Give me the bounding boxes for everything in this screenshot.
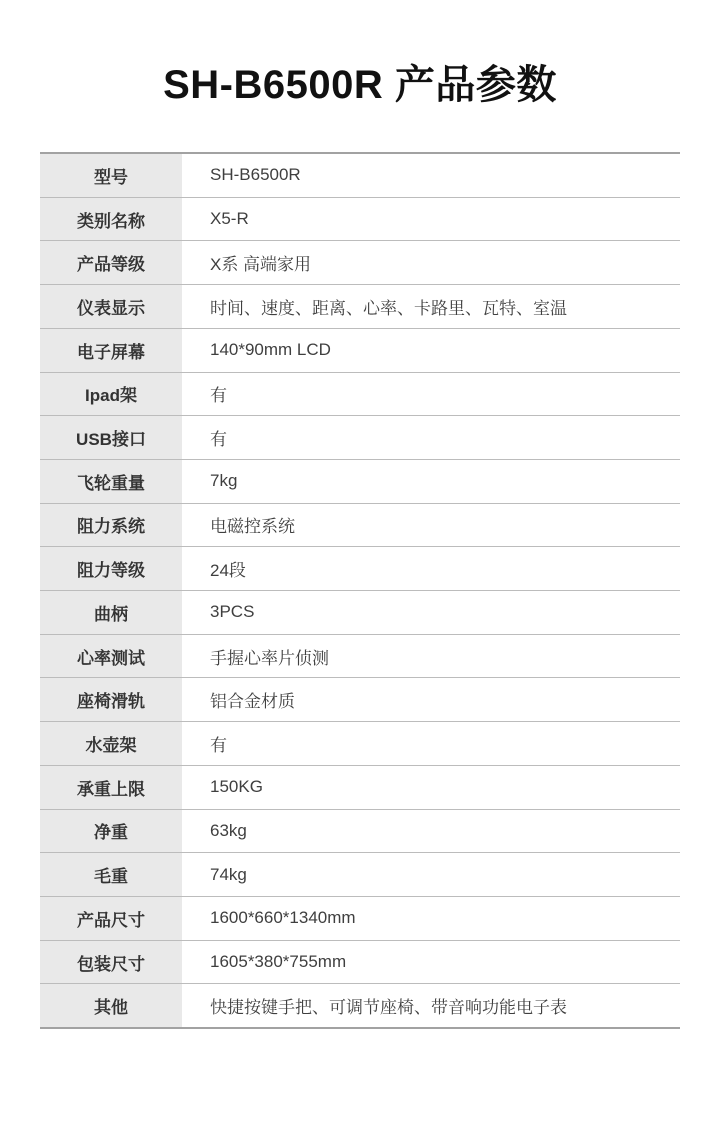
spec-table [40,152,680,1029]
spec-row-label: 毛重 [40,853,182,896]
spec-row-label: 阻力系统 [40,504,182,547]
spec-row-value: 150KG [210,777,263,797]
spec-row [40,984,680,1027]
page-title: SH-B6500R 产品参数 [163,63,557,107]
spec-row-label: 净重 [40,810,182,853]
spec-row-value: 有 [210,735,227,755]
spec-row-label: 飞轮重量 [40,460,182,503]
spec-row [40,897,680,941]
spec-row [40,635,680,679]
spec-row-value: 1600*660*1340mm [210,908,356,928]
spec-row [40,547,680,591]
spec-row-value: 74kg [210,864,247,884]
spec-row-value: 手握心率片侦测 [210,648,329,668]
spec-row-label: 包装尺寸 [40,941,182,984]
spec-row-value: 有 [210,386,227,406]
spec-row-value: X5-R [210,209,249,229]
spec-row-value: 140*90mm LCD [210,340,331,360]
spec-row-label: Ipad架 [40,373,182,416]
spec-row-value: X系 高端家用 [210,255,312,275]
spec-row-label: 水壶架 [40,722,182,765]
spec-row [40,766,680,810]
spec-row [40,591,680,635]
spec-row-label: 仪表显示 [40,285,182,328]
spec-row-label: 阻力等级 [40,547,182,590]
spec-row-label: 型号 [40,154,182,197]
spec-row-label: 曲柄 [40,591,182,634]
spec-row [40,460,680,504]
spec-row-label: 电子屏幕 [40,329,182,372]
spec-row-value: 7kg [210,471,238,491]
spec-row-label: 产品尺寸 [40,897,182,940]
spec-row-value: 1605*380*755mm [210,952,347,971]
spec-row [40,329,680,373]
spec-row-value: 快捷按键手把、可调节座椅、带音响功能电子表 [210,998,567,1018]
spec-row [40,504,680,548]
spec-row [40,416,680,460]
spec-row-label: 类别名称 [40,198,182,241]
spec-row-value: 3PCS [210,602,255,622]
spec-row [40,198,680,242]
spec-row [40,722,680,766]
spec-row-label: USB接口 [40,416,182,459]
spec-row-value: 63kg [210,820,247,840]
spec-row [40,154,680,198]
spec-row [40,853,680,897]
spec-row [40,678,680,722]
spec-row-value: SH-B6500R [210,165,301,185]
spec-row [40,941,680,985]
spec-row-value: 24段 [210,561,246,581]
spec-row [40,810,680,854]
spec-row [40,373,680,417]
spec-row [40,285,680,329]
spec-row-value: 铝合金材质 [210,692,295,712]
spec-row-label: 产品等级 [40,241,182,284]
spec-row [40,241,680,285]
spec-row-value: 电磁控系统 [210,517,295,537]
spec-row-label: 座椅滑轨 [40,678,182,721]
spec-row-value: 有 [210,430,227,450]
spec-row-label: 心率测试 [40,635,182,678]
spec-row-label: 承重上限 [40,766,182,809]
spec-row-label: 其他 [40,984,182,1027]
spec-row-value: 时间、速度、距离、心率、卡路里、瓦特、室温 [210,298,567,318]
